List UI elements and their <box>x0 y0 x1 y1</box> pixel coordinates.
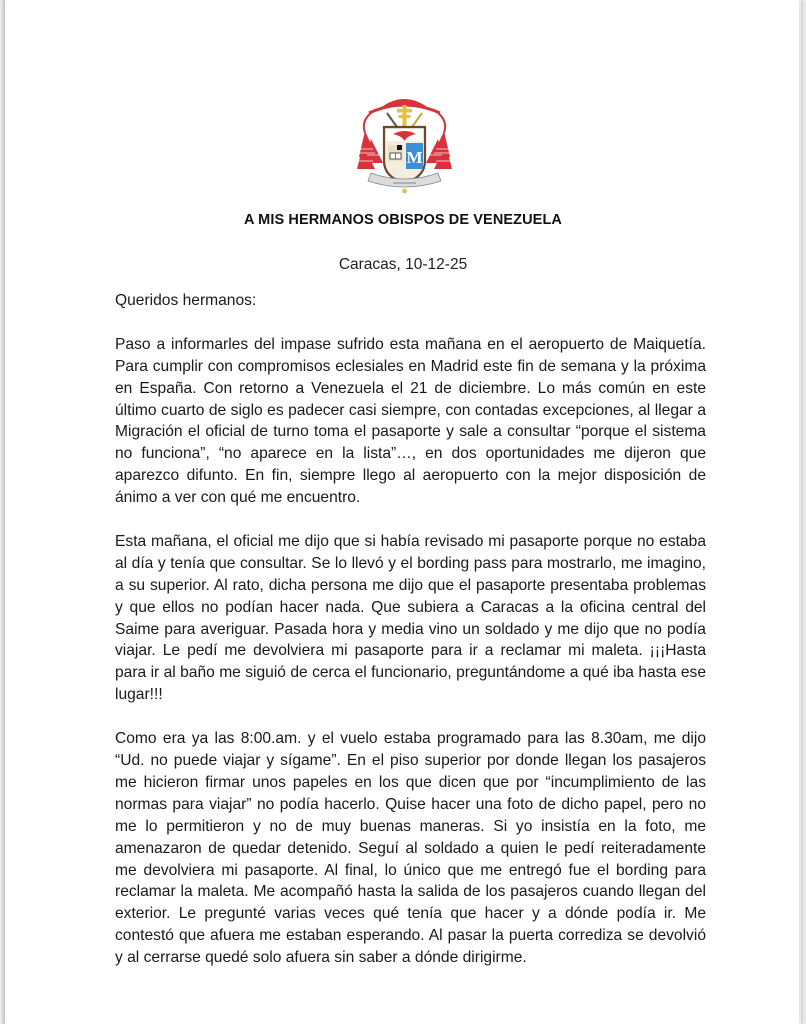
paragraph-3: Como era ya las 8:00.am. y el vuelo estaba programado para las 8.30am, me dijo “Ud. no puede viajar y sígame”. En el piso superior por donde llegan los pasajeros me hicieron firmar unos papeles en los que dicen que por “incumplimiento de las normas para viajar” no podía hacerlo. Quise hacer una foto de dicho papel, pero no me lo permitieron y no de muy buenas maneras. Si yo insistía en la foto, me amenazaron de quedar detenido. Seguí al soldado a quien le pedí reiteradamente me devolviera mi pasaporte. Al final, lo único que me entregó fue el bording para reclamar la maleta. Me acompañó hasta la salida de los pasajeros cuando llegan del exterior. Le pregunté varias veces qué tenía que hacer y a dónde podía ir. Me contestó que afuera me estaban esperando. Al pasar la puerta corrediza se devolvió y al cerrarse quedé solo afuera sin saber a dónde dirigirme. <box>115 730 706 967</box>
page-edge-right <box>801 0 806 1024</box>
document-title: A MIS HERMANOS OBISPOS DE VENEZUELA <box>244 212 562 228</box>
svg-text:M: M <box>406 148 423 167</box>
paragraph-2: Esta mañana, el oficial me dijo que si había revisado mi pasaporte porque no estaba al día y tenía que consultar. Se lo llevó y el bording pass para mostrarlo, me imagino, a su superior. Al rato, dicha persona me dijo que el pasaporte presentaba problemas y que ellos no podían hacer nada. Que subiera a Caracas a la oficina central del Saime para averiguar. Pasada hora y media vino un soldado y me dijo que no podía viajar. Le pedí me devolviera mi pasaporte para ir a reclamar mi maleta. ¡¡¡Hasta para ir al baño me siguió de cerca el funcionario, preguntándome a qué iba hasta ese lugar!!! <box>115 532 706 704</box>
letter-body <box>115 290 706 991</box>
paragraph-1: Paso a informarles del impase sufrido esta mañana en el aeropuerto de Maiquetía. Para cumplir con compromisos eclesiales en Madrid este fin de semana y la próxima en España. Con retorno a Venezuela el 21 de diciembre. Lo más común en este último cuarto de siglo es padecer casi siempre, con contadas excepciones, al llegar a Migración el oficial de turno toma el pasaporte y sale a consultar “porque el sistema no funciona”, “no aparece en la lista”…, en dos oportunidades me dijeron que aparezco difunto. En fin, siempre llego al aeropuerto con la mejor disposición de ánimo a ver con qué me encuentro. <box>115 335 706 507</box>
cardinal-coat-of-arms-icon <box>357 87 452 195</box>
salutation: Queridos hermanos: <box>115 292 257 309</box>
place-and-date: Caracas, 10-12-25 <box>338 256 468 273</box>
